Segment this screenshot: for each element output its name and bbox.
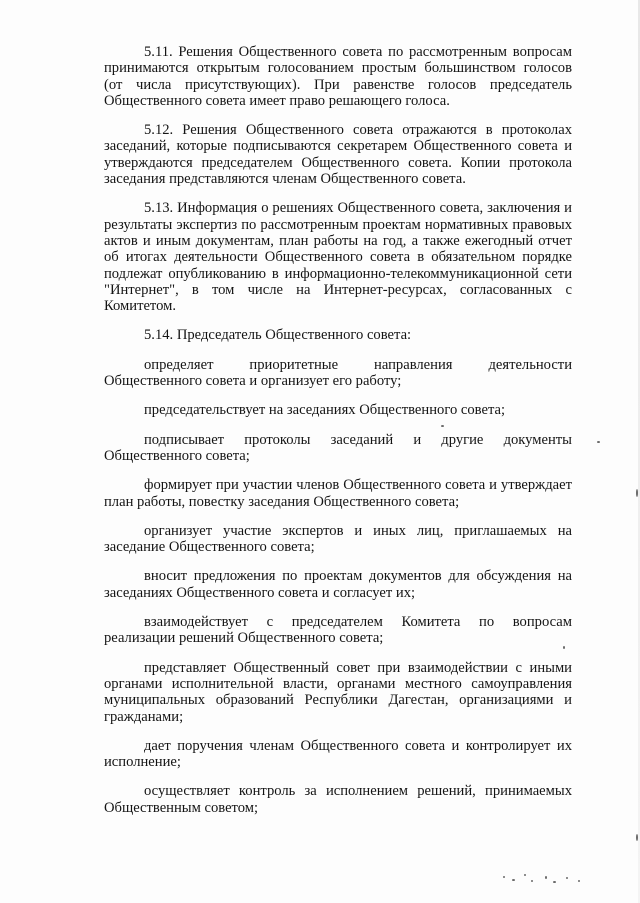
chairman-duty-work-plan: формирует при участии членов Общественного совета и утверждает план работы, повестку заседания Общественного совета;	[104, 477, 572, 510]
paragraph-5-12: 5.12. Решения Общественного совета отражаются в протоколах заседаний, которые подписываются секретарем Общественного совета и утверждаются председателем Общественного совета. Копии протокола заседания представляются членам Общественного совета.	[104, 122, 572, 188]
scan-speck	[512, 879, 515, 881]
scan-speck	[636, 834, 638, 841]
scan-speck	[636, 489, 638, 497]
chairman-duty-proposals: вносит предложения по проектам документов для обсуждения на заседаниях Общественного совета и согласует их;	[104, 568, 572, 601]
scan-speck	[531, 880, 533, 882]
paragraph-5-13: 5.13. Информация о решениях Общественного совета, заключения и результаты экспертиз по рассмотренным проектам нормативных правовых актов и иным документам, план работы на год, а также ежегодный отчет об итогах деятельности Общественного совета в обязательном порядке подлежат опубликованию в информационно-телекоммуникационной сети "Интернет", в том числе на Интернет-ресурсах, согласованных с Комитетом.	[104, 200, 572, 315]
paragraph-5-11: 5.11. Решения Общественного совета по рассмотренным вопросам принимаются открытым голосованием простым большинством голосов (от числа присутствующих). При равенстве голосов председатель Общественного совета имеет право решающего голоса.	[104, 44, 572, 109]
scan-speck	[578, 880, 580, 882]
scan-speck	[597, 441, 600, 443]
scan-speck	[563, 646, 565, 649]
chairman-duty-signs: подписывает протоколы заседаний и другие документы Общественного совета;	[104, 431, 572, 464]
scan-speck	[545, 876, 547, 879]
document-body	[104, 44, 572, 829]
scan-speck	[553, 881, 556, 883]
scan-speck	[524, 874, 526, 876]
chairman-duty-presides: председательствует на заседаниях Общественного совета;	[144, 402, 506, 419]
scan-speck	[441, 425, 444, 427]
chairman-duty-control: осуществляет контроль за исполнением решений, принимаемых Общественным советом;	[104, 783, 572, 816]
scan-speck	[503, 876, 505, 878]
chairman-duty-cooperation: взаимодействует с председателем Комитета по вопросам реализации решений Общественного совета;	[104, 614, 572, 647]
chairman-duty-priorities: определяет приоритетные направления деятельности Общественного совета и организует его работу;	[104, 356, 572, 390]
chairman-duty-experts: организует участие экспертов и иных лиц, приглашаемых на заседание Общественного совета;	[104, 522, 572, 556]
paragraph-5-14-heading: 5.14. Председатель Общественного совета:	[144, 327, 412, 344]
scan-speck	[566, 877, 568, 879]
chairman-duty-instructions: дает поручения членам Общественного совета и контролирует их исполнение;	[104, 737, 572, 771]
chairman-duty-represents: представляет Общественный совет при взаимодействии с иными органами исполнительной власти, органами местного самоуправления муниципальных образований Республики Дагестан, организациями и гражданами;	[104, 659, 572, 725]
